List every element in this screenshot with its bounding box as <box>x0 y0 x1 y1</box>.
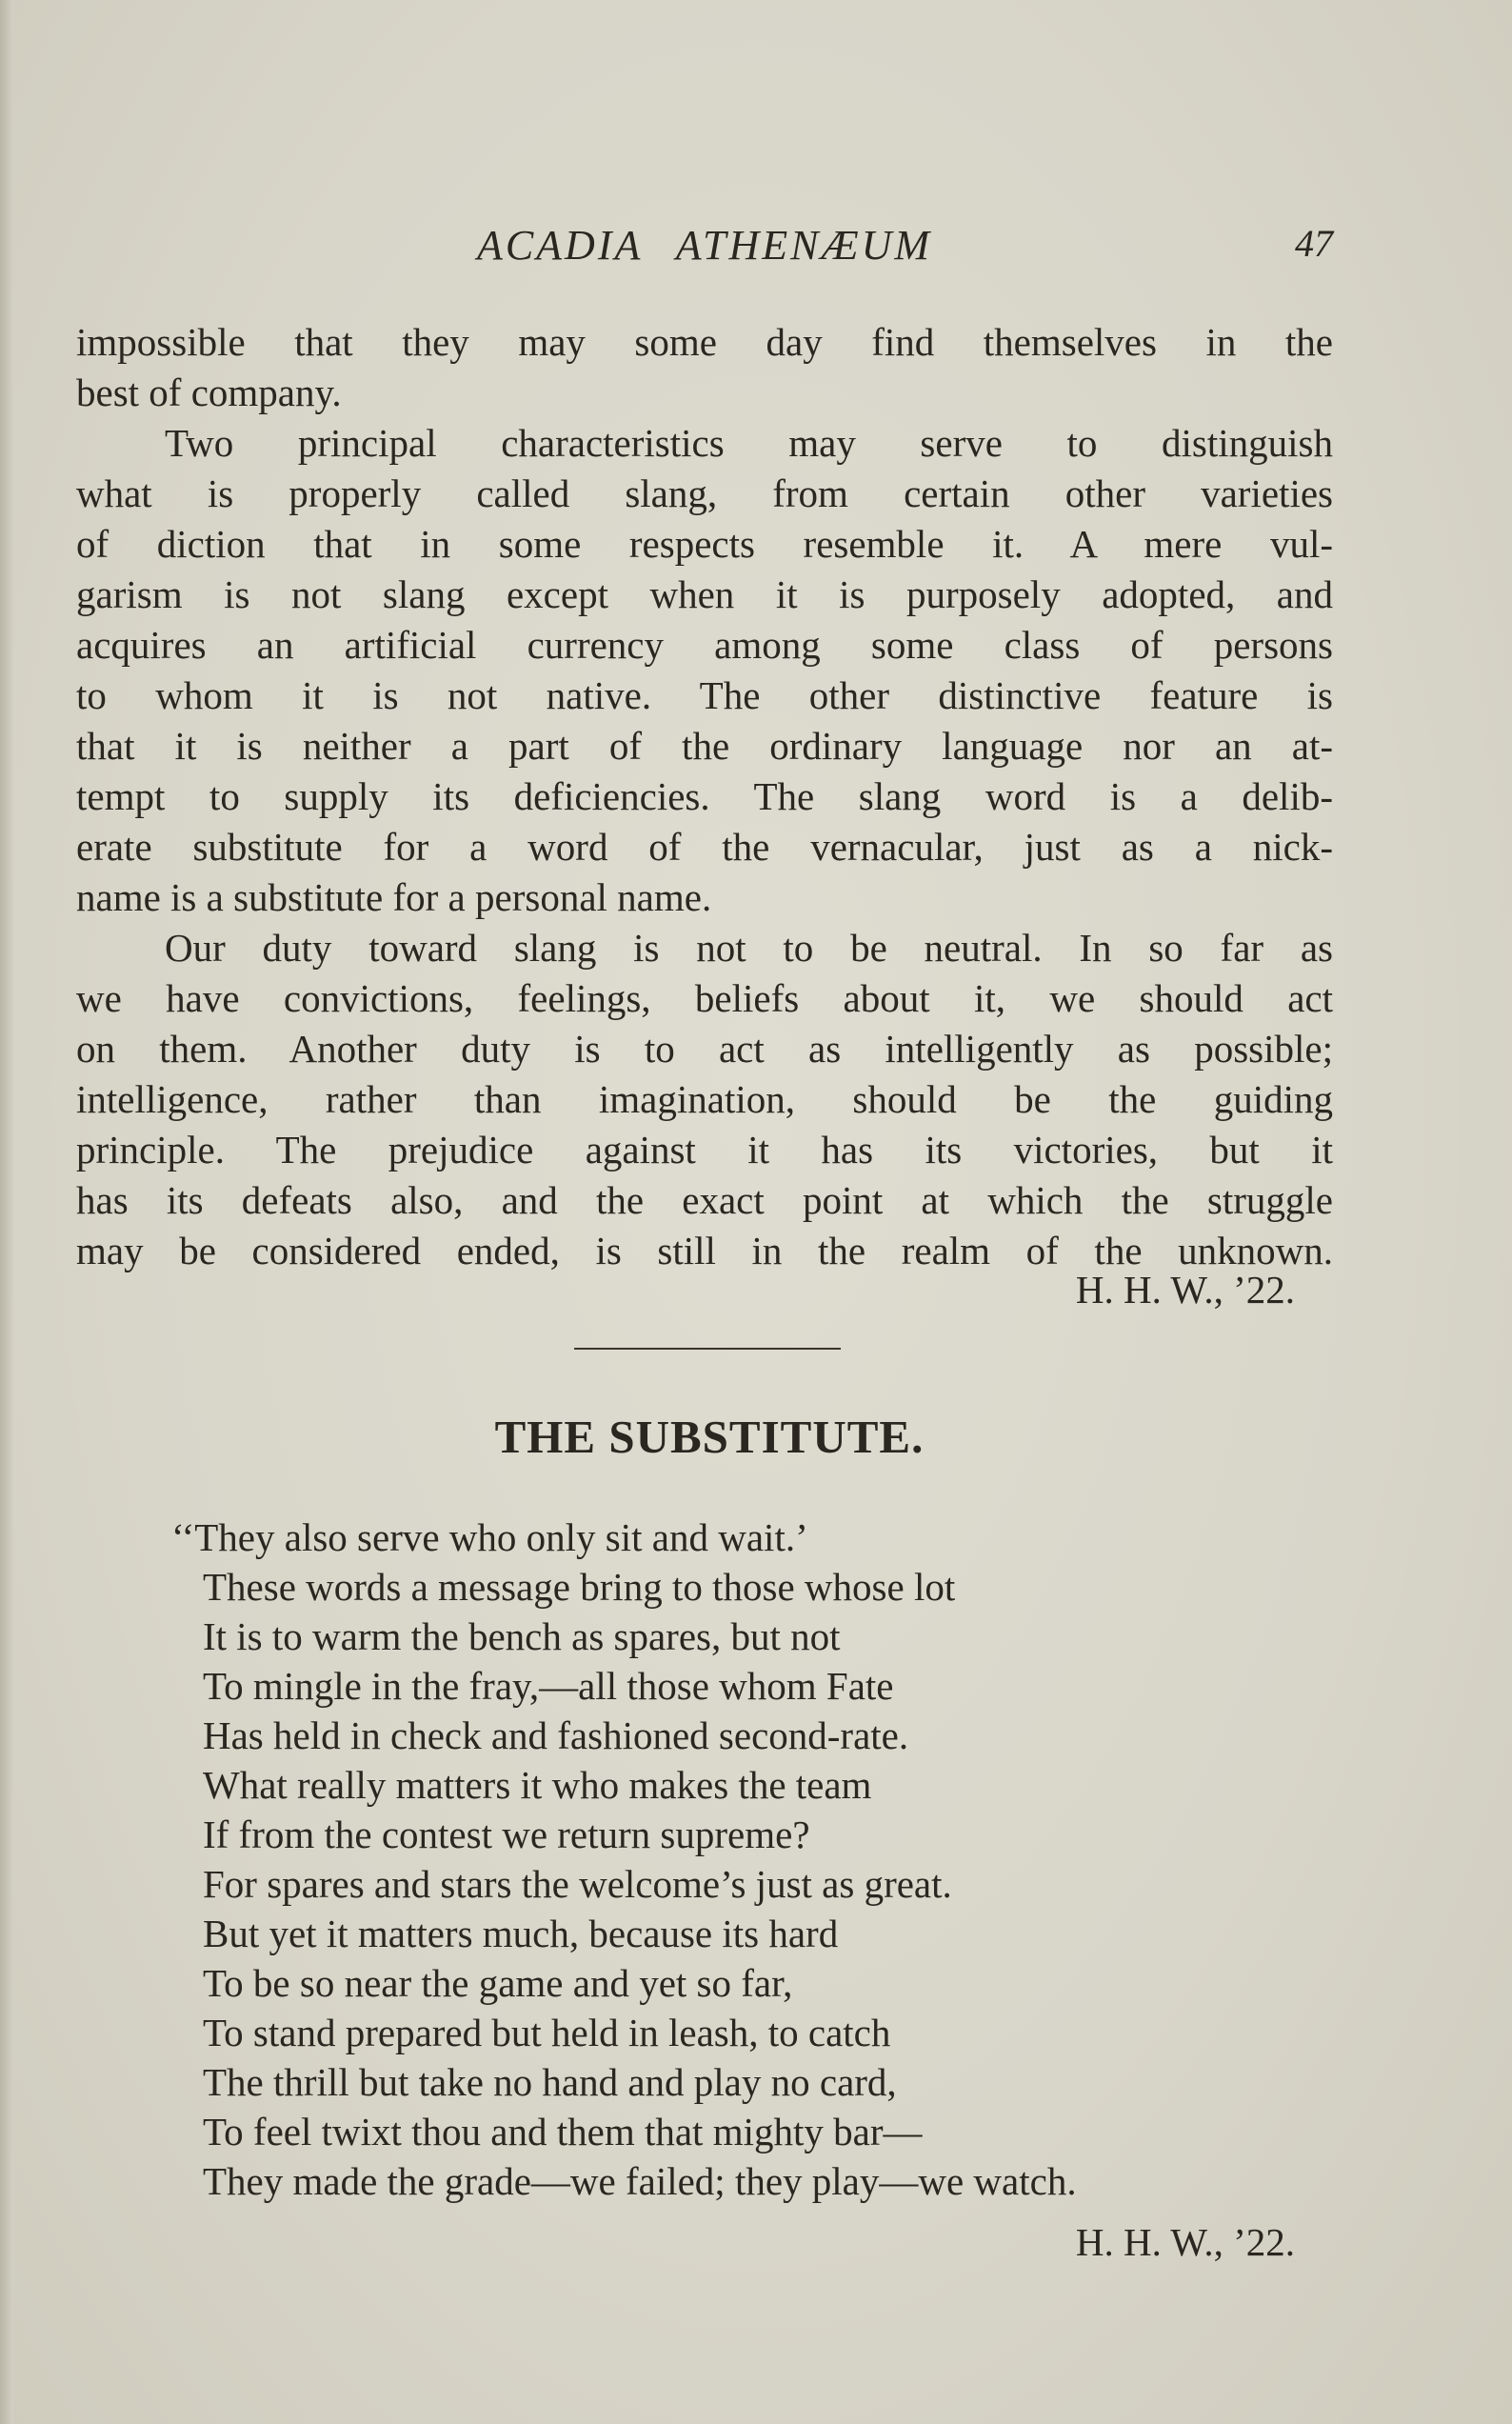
poem-title: THE SUBSTITUTE. <box>494 1411 925 1463</box>
essay-line: garism is not slang except when it is purposely adopted, and <box>76 572 1333 616</box>
essay-line: may be considered ended, is still in the realm of the unknown. <box>76 1229 1333 1272</box>
essay-line: we have convictions, feelings, beliefs about it, we should act <box>76 976 1333 1020</box>
essay-line: intelligence, rather than imagination, should be the guiding <box>76 1077 1333 1121</box>
poem-line: What really matters it who makes the team <box>203 1763 872 1807</box>
essay-line: on them. Another duty is to act as intelligently as possible; <box>76 1027 1333 1071</box>
essay-line: of diction that in some respects resemble it. A mere vul- <box>76 522 1333 566</box>
poem-line: To be so near the game and yet so far, <box>203 1961 793 2005</box>
poem-line: ‘‘They also serve who only sit and wait.’ <box>171 1515 808 1559</box>
poem-line: The thrill but take no hand and play no card, <box>203 2060 897 2104</box>
essay-line: name is a substitute for a personal name. <box>76 875 712 919</box>
essay-line: principle. The prejudice against it has its victories, but it <box>76 1128 1333 1172</box>
poem-line: Has held in check and fashioned second-rate. <box>203 1713 909 1757</box>
journal-title: ACADIA ATHENÆUM <box>476 222 933 269</box>
essay-line: what is properly called slang, from certain other varieties <box>76 471 1333 515</box>
essay-body <box>76 317 1333 1276</box>
poem-line: To mingle in the fray,—all those whom Fate <box>203 1664 894 1708</box>
essay-line: best of company. <box>76 371 342 414</box>
essay-line: that it is neither a part of the ordinary language nor an at- <box>76 724 1333 768</box>
poem-line: It is to warm the bench as spares, but not <box>203 1614 841 1658</box>
essay-line: tempt to supply its deficiencies. The slang word is a delib- <box>76 774 1333 818</box>
essay-line: has its defeats also, and the exact point at which the struggle <box>76 1178 1333 1222</box>
section-divider <box>574 1348 841 1350</box>
poem-signature: H. H. W., ’22. <box>1075 2220 1295 2264</box>
poem-line: They made the grade—we failed; they play—we watch. <box>203 2159 1077 2203</box>
poem-line: To feel twixt thou and them that mighty bar— <box>203 2110 923 2154</box>
poem-line: If from the contest we return supreme? <box>203 1813 810 1856</box>
essay-line: erate substitute for a word of the vernacular, just as a nick- <box>76 825 1333 869</box>
essay-line: Our duty toward slang is not to be neutral. In so far as <box>165 926 1333 970</box>
poem-line: For spares and stars the welcome’s just as great. <box>203 1862 952 1906</box>
essay-line: acquires an artificial currency among some class of persons <box>76 623 1333 667</box>
page-spine-shadow <box>0 0 13 2424</box>
essay-line: Two principal characteristics may serve to distinguish <box>165 421 1333 465</box>
essay-signature: H. H. W., ’22. <box>1075 1268 1295 1312</box>
poem-body <box>171 1512 1352 2206</box>
essay-line: to whom it is not native. The other distinctive feature is <box>76 673 1333 717</box>
running-header <box>0 221 1512 278</box>
poem-line: These words a message bring to those whose lot <box>203 1565 956 1609</box>
poem-line: To stand prepared but held in leash, to catch <box>203 2011 891 2054</box>
page-number: 47 <box>1295 222 1333 265</box>
essay-line: impossible that they may some day find themselves in the <box>76 320 1333 364</box>
poem-line: But yet it matters much, because its hard <box>203 1912 839 1955</box>
